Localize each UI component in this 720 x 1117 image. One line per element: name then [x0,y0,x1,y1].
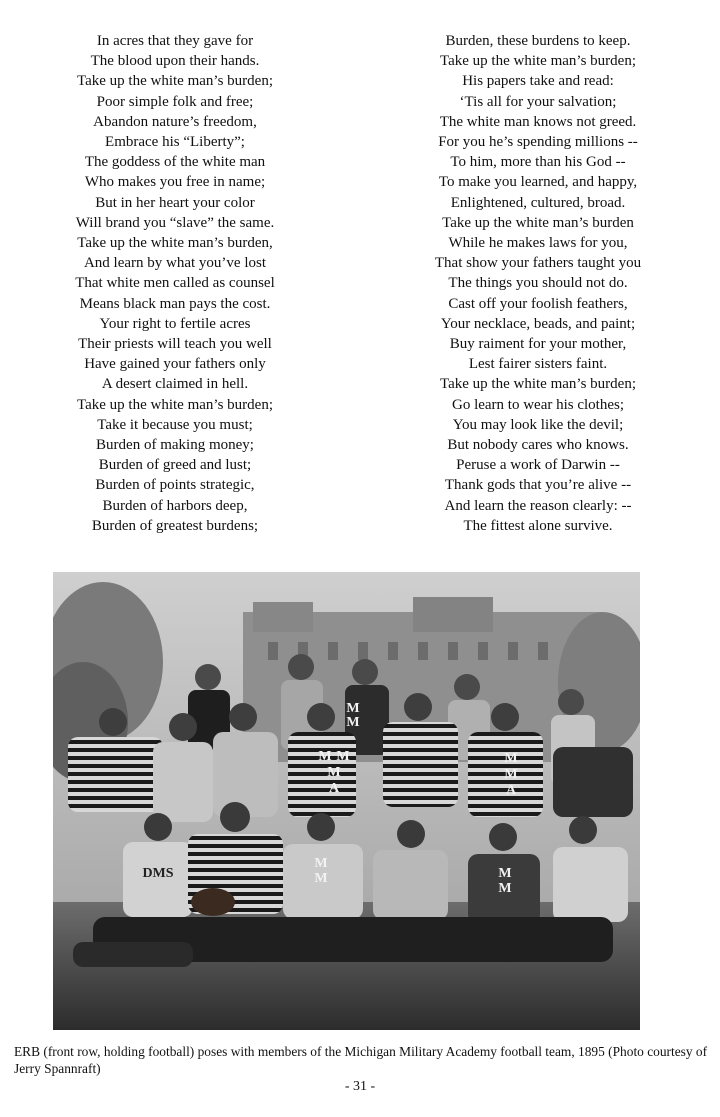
poem-line: While he makes laws for you, [448,235,628,252]
poem-line: Take up the white man’s burden; [77,396,273,413]
poem-line: Lest fairer sisters faint. [468,356,608,373]
poem-line: Burden of greatest burdens; [91,517,259,534]
poem-line: Will brand you “slave” the same. [75,214,275,231]
poem-line: Who makes you free in name; [84,174,266,191]
poem-line: That white men called as counsel [75,275,275,292]
poem-line: Have gained your fathers only [84,356,266,373]
poem-line: ‘Tis all for your salvation; [459,93,617,110]
poem-line: Take up the white man’s burden, [77,235,273,252]
poem-line: The goddess of the white man [84,154,266,171]
poem-line: The blood upon their hands. [90,53,260,70]
poem-line: Burden, these burdens to keep. [445,33,631,49]
poem-line: Embrace his “Liberty”; [105,134,245,151]
poem-line: Their priests will teach you well [78,336,272,353]
poem-line: The things you should not do. [448,275,628,292]
poem-line: His papers take and read: [462,73,614,90]
poem-line: Burden of points strategic, [95,477,255,494]
jersey-letter: A [505,783,517,798]
poem-left-column [40,31,310,536]
poem-line: Take it because you must; [97,416,253,433]
poem-line: Enlightened, cultured, broad. [450,194,626,211]
poem-line: Go learn to wear his clothes; [451,396,625,413]
jersey-letter: M [314,871,328,886]
poem-line: Burden of greed and lust; [98,457,252,474]
poem-line: In acres that they gave for [96,33,254,49]
poem-line: To him, more than his God -- [450,154,626,171]
poem-line: Your necklace, beads, and paint; [440,315,636,332]
poem-line: Buy raiment for your mother, [449,336,627,353]
team-photograph [53,572,640,1030]
jersey-letter: DMS [142,866,174,881]
jersey-letter: M [336,749,350,764]
jersey-letter: M [504,751,518,766]
photo-caption: ERB (front row, holding football) poses with members of the Michigan Military Academy football team, 1895 (Photo courtesy of Jerry Spannraft) [14,1044,708,1076]
poem-line: A desert claimed in hell. [101,376,249,393]
poem-line: Take up the white man’s burden; [440,376,636,393]
poem-line: The fittest alone survive. [463,517,613,534]
jersey-letter: M [346,701,360,716]
poem-line: Peruse a work of Darwin -- [456,457,620,474]
poem-line: Your right to fertile acres [99,315,251,332]
poem-line: You may look like the devil; [452,416,624,433]
poem-line: That show your fathers taught you [434,255,642,272]
poem-line: Burden of making money; [96,437,254,454]
jersey-letter: M [498,881,512,896]
poem-line: Poor simple folk and free; [96,93,254,110]
poem-line: Take up the white man’s burden; [77,73,273,90]
poem-line: Thank gods that you’re alive -- [444,477,632,494]
poem-line: For you he’s spending millions -- [438,134,638,151]
jersey-letter: M [327,765,341,780]
poem-line: Abandon nature’s freedom, [93,113,257,130]
poem-line: Take up the white man’s burden; [440,53,636,70]
jersey-letter: M [504,767,518,782]
jersey-letter: A [328,781,340,796]
jersey-letter: M [498,866,512,881]
poem-line: To make you learned, and happy, [438,174,638,191]
poem-line: And learn by what you’ve lost [83,255,267,272]
poem-line: Cast off your foolish feathers, [448,295,628,312]
poem-line: And learn the reason clearly: -- [444,497,632,514]
jersey-letter: M [346,715,360,730]
poem-right-column [403,31,673,536]
page-number: - 31 - [344,1079,376,1094]
poem-line: Burden of harbors deep, [102,497,248,514]
poem-line: But in her heart your color [95,194,255,211]
jersey-letter: M [314,856,328,871]
poem-line: Take up the white man’s burden [442,214,634,231]
jersey-letter: M [318,749,332,764]
poem-line: Means black man pays the cost. [79,295,271,312]
poem-line: The white man knows not greed. [439,113,637,130]
poem-line: But nobody cares who knows. [447,437,629,454]
